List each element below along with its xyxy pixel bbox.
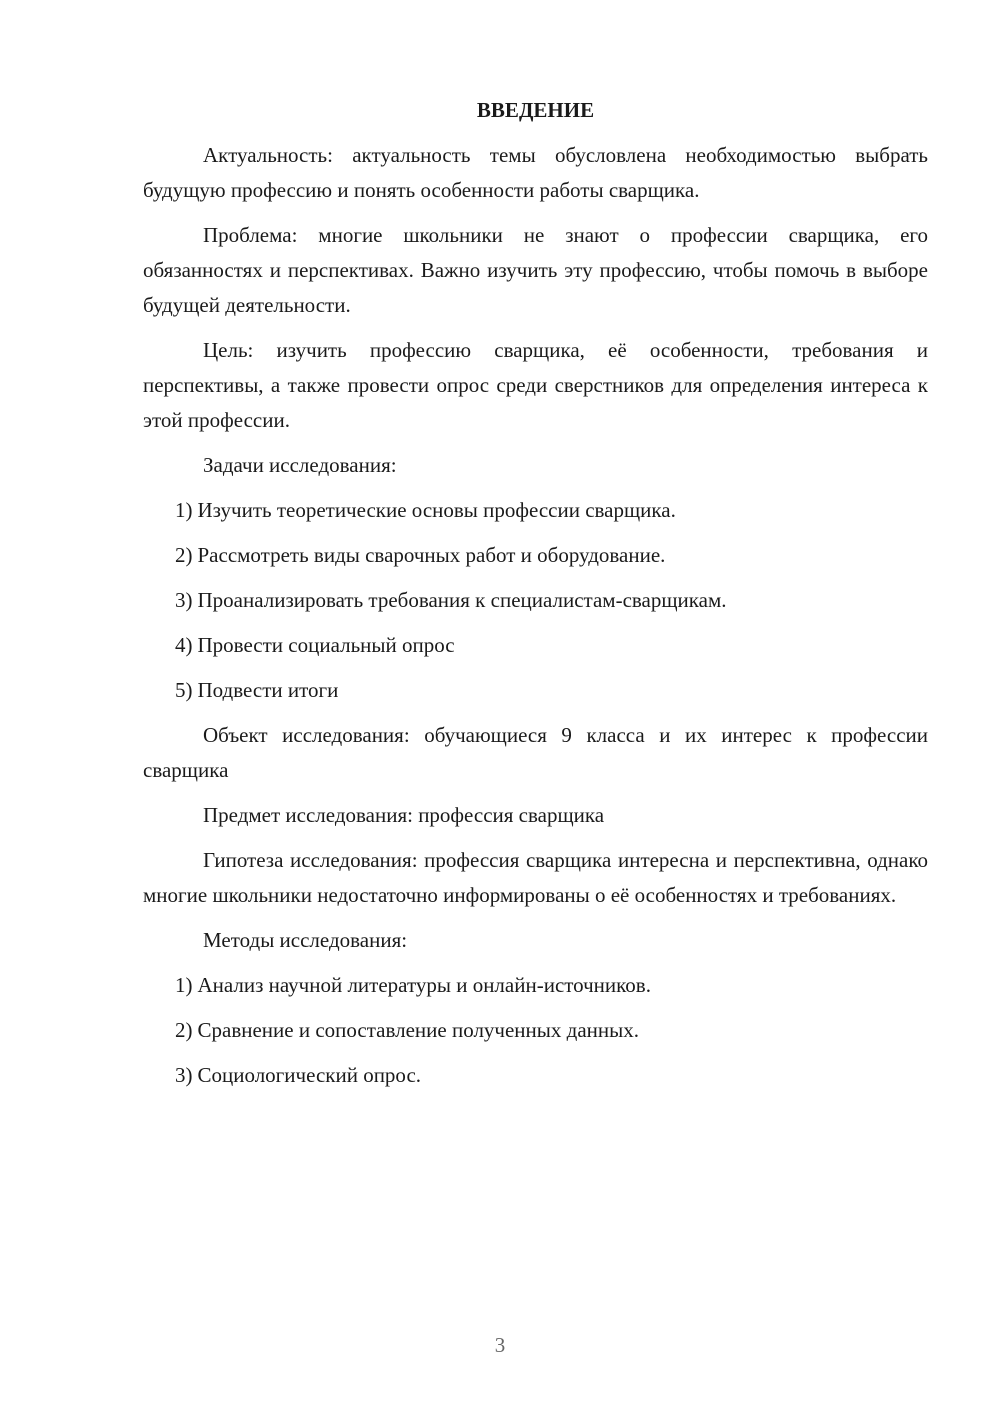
list-item	[175, 493, 928, 528]
paragraph-object: Объект исследования: обучающиеся 9 класса и их интерес к профессии сварщика	[143, 723, 928, 782]
list-item	[175, 628, 928, 663]
list-item	[175, 583, 928, 618]
tasks-heading: Задачи исследования:	[203, 453, 397, 477]
list-item	[175, 673, 928, 708]
list-item-number: 5)	[175, 678, 193, 702]
list-item-text: Проанализировать требования к специалистам-сварщикам.	[197, 588, 727, 612]
page-title: ВВЕДЕНИЕ	[476, 98, 595, 122]
list-item-text: Социологический опрос.	[197, 1063, 422, 1087]
tasks-list	[143, 493, 928, 708]
list-item	[175, 968, 928, 1003]
list-item-number: 1)	[175, 973, 193, 997]
methods-list	[143, 968, 928, 1093]
list-item	[175, 538, 928, 573]
page-number: 3	[494, 1333, 506, 1357]
list-item-text: Провести социальный опрос	[197, 633, 455, 657]
paragraph-problem: Проблема: многие школьники не знают о профессии сварщика, его обязанностях и перспективах. Важно изучить эту профессию, чтобы помочь в выборе будущей деятельности.	[143, 223, 928, 317]
list-item-number: 2)	[175, 543, 193, 567]
list-item-text: Изучить теоретические основы профессии сварщика.	[197, 498, 676, 522]
list-item-text: Сравнение и сопоставление полученных данных.	[197, 1018, 639, 1042]
page-content	[143, 92, 928, 1103]
list-item	[175, 1058, 928, 1093]
list-item-text: Рассмотреть виды сварочных работ и оборудование.	[197, 543, 666, 567]
list-item-number: 1)	[175, 498, 193, 522]
list-item-number: 2)	[175, 1018, 193, 1042]
list-item-number: 4)	[175, 633, 193, 657]
paragraph-hypothesis: Гипотеза исследования: профессия сварщика интересна и перспективна, однако многие школьники недостаточно информированы о её особенностях и требованиях.	[143, 848, 928, 907]
list-item	[175, 1013, 928, 1048]
paragraph-subject: Предмет исследования: профессия сварщика	[203, 803, 605, 827]
methods-heading: Методы исследования:	[203, 928, 408, 952]
list-item-number: 3)	[175, 1063, 193, 1087]
list-item-text: Анализ научной литературы и онлайн-источников.	[197, 973, 651, 997]
list-item-number: 3)	[175, 588, 193, 612]
list-item-text: Подвести итоги	[197, 678, 339, 702]
paragraph-relevance: Актуальность: актуальность темы обусловлена необходимостью выбрать будущую профессию и понять особенности работы сварщика.	[143, 143, 928, 202]
paragraph-goal: Цель: изучить профессию сварщика, её особенности, требования и перспективы, а также провести опрос среди сверстников для определения интереса к этой профессии.	[143, 338, 928, 432]
